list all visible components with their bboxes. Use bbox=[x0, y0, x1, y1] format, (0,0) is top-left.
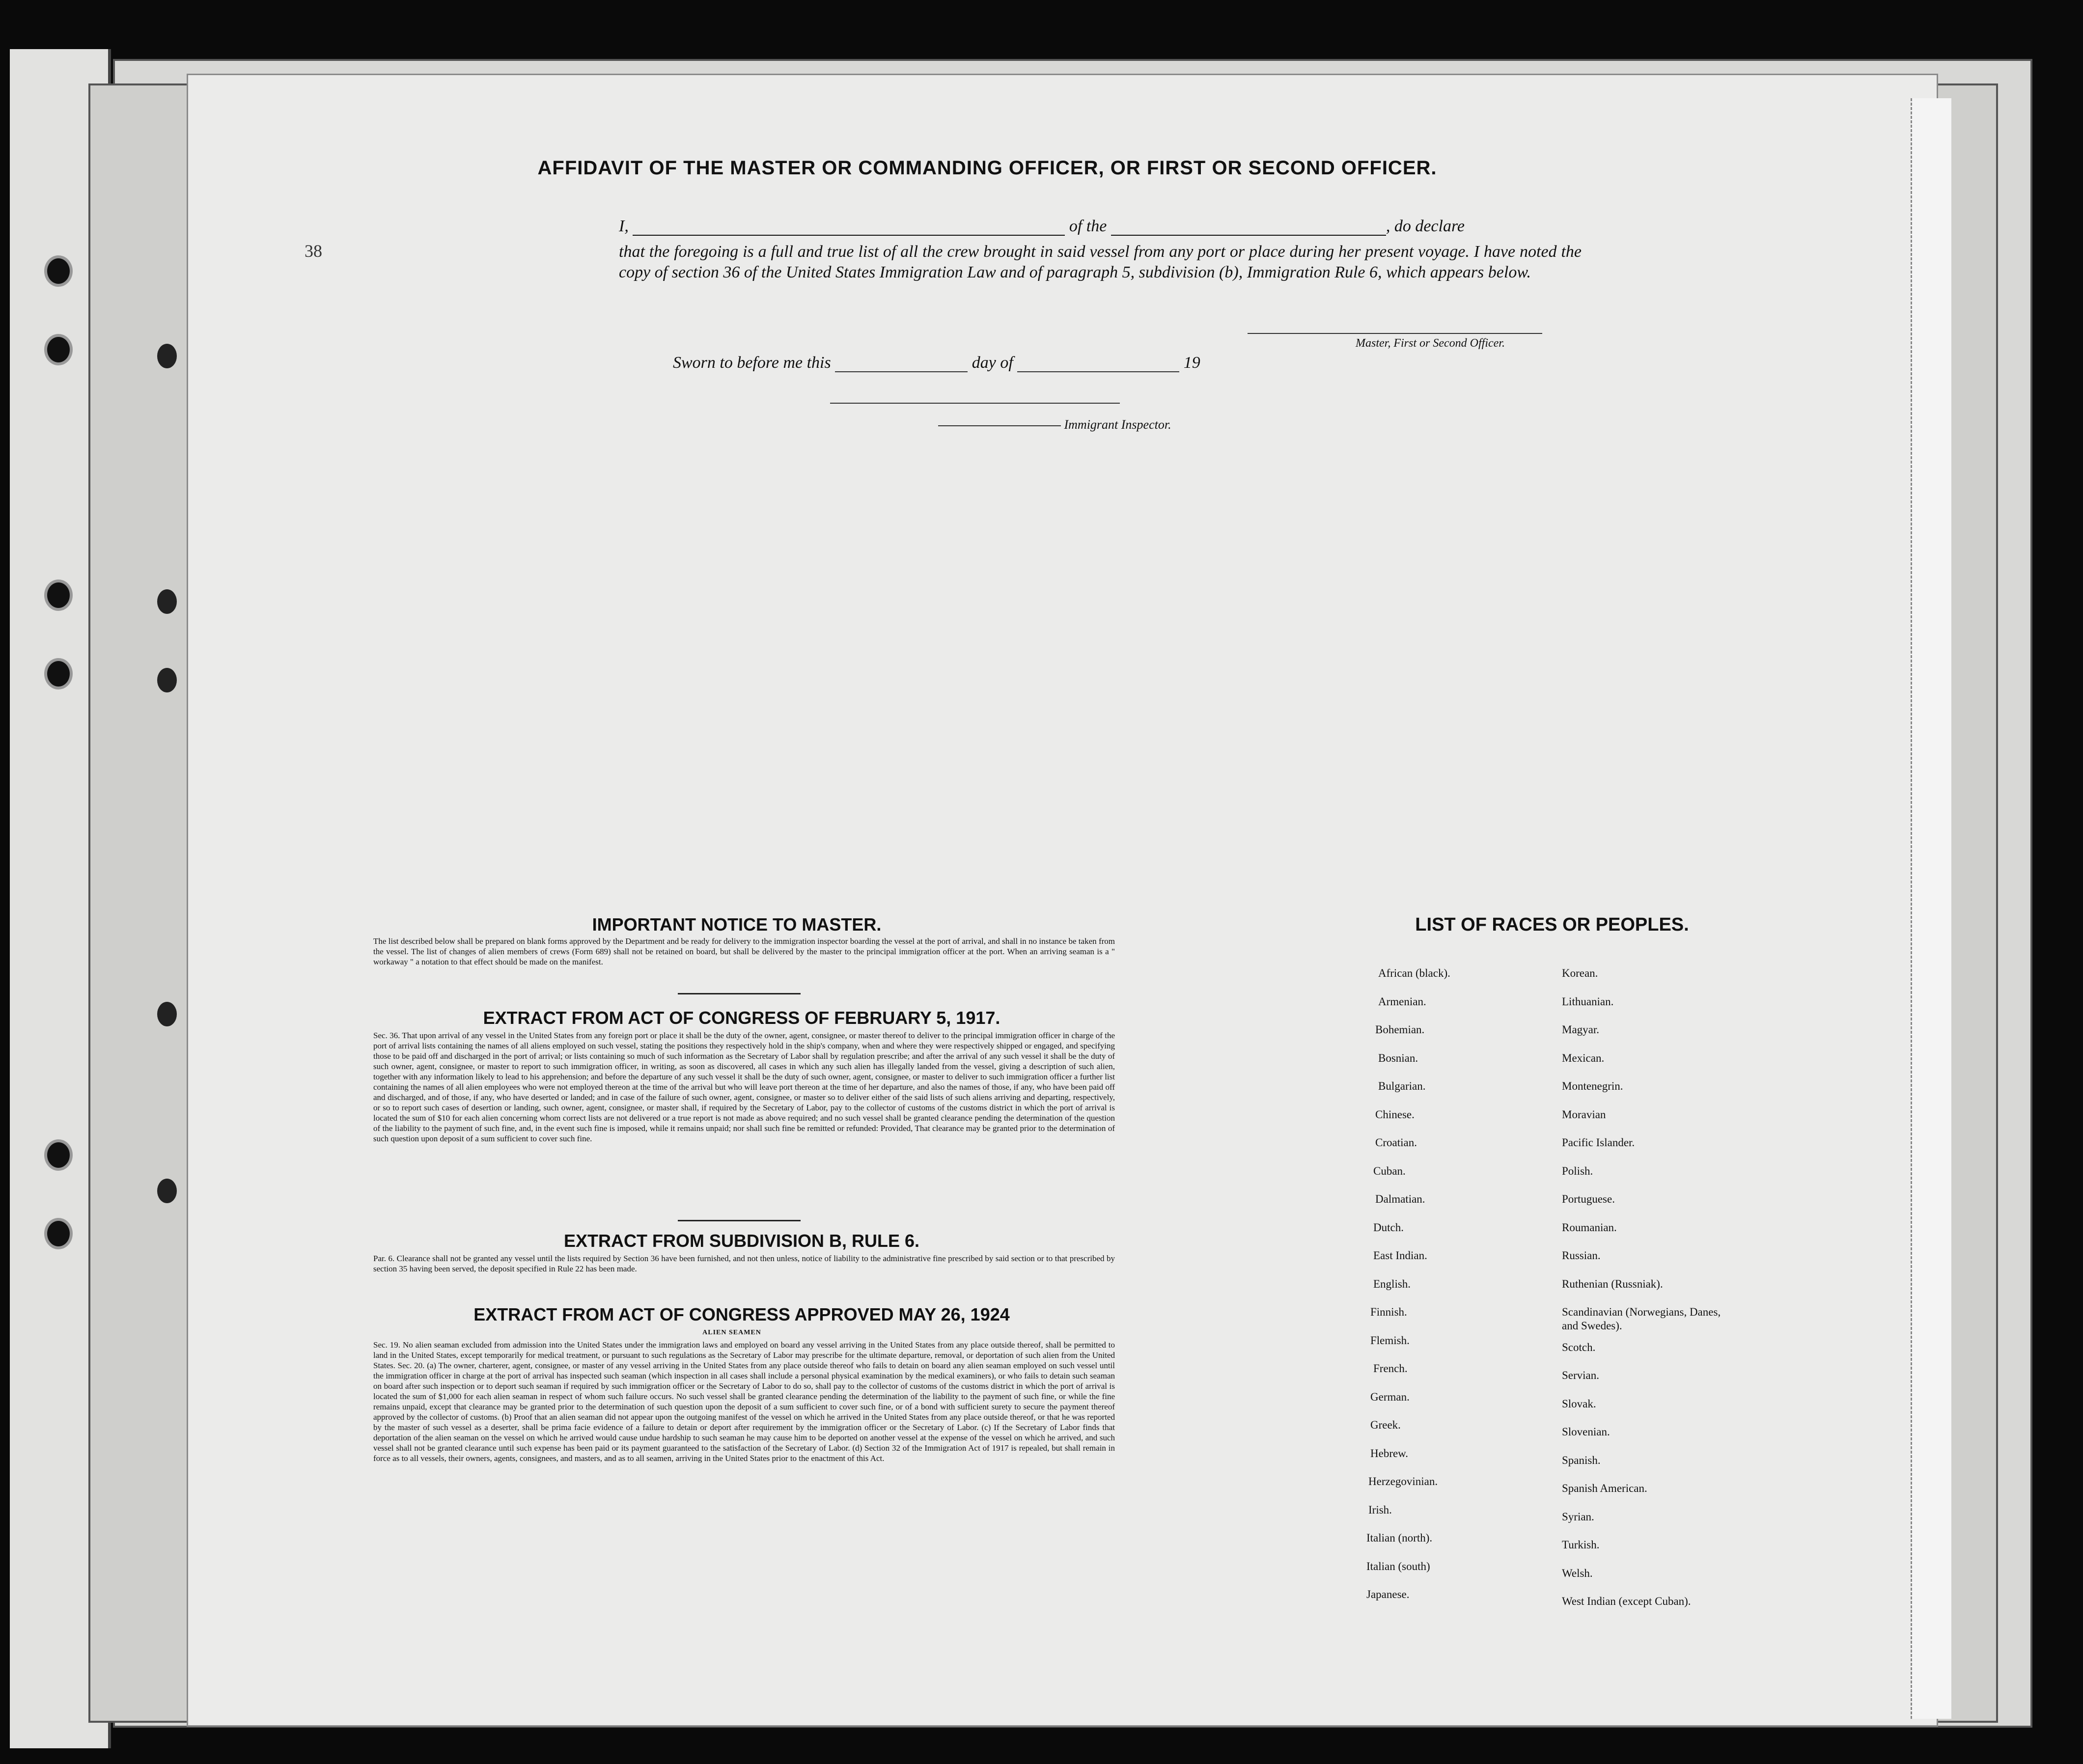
race-right-item: Servian. bbox=[1562, 1369, 1600, 1381]
extract-1924-title: EXTRACT FROM ACT OF CONGRESS APPROVED MAY 26, 1924 bbox=[473, 1304, 1010, 1324]
race-left-item: Croatian. bbox=[1375, 1136, 1417, 1149]
race-left-item: German. bbox=[1370, 1390, 1410, 1403]
race-left-item: Bohemian. bbox=[1375, 1023, 1425, 1036]
notice-text: The list described below shall be prepared on blank forms approved by the Department and be ready for delivery to the immigration inspector boarding the vessel at the port of arrival, and shall in no instance be taken from the vessel. The list of changes of alien members of crews (Form 689) shall not be retained on board, but shall be delivered by the master to the principal immigration officer at the port. When an arriving seaman is a " workaway " a notation to that effect should be made on the manifest. bbox=[373, 937, 1115, 966]
binding-hole bbox=[44, 579, 73, 611]
inspector-line bbox=[830, 403, 1120, 404]
race-left-item: Cuban. bbox=[1373, 1164, 1406, 1177]
race-right-item: Turkish. bbox=[1562, 1539, 1600, 1551]
extract-1924-text: Sec. 19. No alien seaman excluded from admission into the United States under the immigration laws and employed on board any vessel arriving in the United States from any place outside thereof, shall be permitted to land in the United States, except temporarily for medical treatment, or pursuant to such regulations as the Secretary of Labor may prescribe for the ultimate departure, removal, or deportation of such alien from the United States. Sec. 20. (a) The owner, charterer, agent, consignee, or master of any vessel arriving in the United States from any place outside thereof who fails to detain on board any alien seaman employed on such vessel until the immigration officer in charge at the port of arrival has inspected such seaman (which inspection in all cases shall include a personal physical examination by the medical examiners), or who fails to detain such seaman on board after such inspection or to deport such seaman if required by such immigration officer or the Secretary of Labor to do so, shall pay to the collector of customs of the customs district in which the port of arrival is located the sum of $1,000 for each alien seaman in respect of whom such failure occurs. No such vessel shall be granted clearance pending the determination of the liability to the payment of such fine, or while the fine remains unpaid, except that clearance may be granted prior to the determination of such question upon the deposit of a sum sufficient to cover such fine, or of a bond with sufficient surety to secure the payment thereof approved by the collector of customs. (b) Proof that an alien seaman did not appear upon the outgoing manifest of the vessel on which he arrived in the United States from any place outside thereof, or that he was reported by the master of such vessel as a deserter, shall be prima facie evidence of a failure to detain or deport after requirement by the immigration officer or the Secretary of Labor. (c) If the Secretary of Labor finds that deportation of the alien seaman on the vessel on which he arrived would cause undue hardship to such seaman he may cause him to be deported on another vessel at the expense of the vessel on which he arrived, and such vessel shall not be granted clearance until such expense has been paid or its payment guaranteed to the satisfaction of the Secretary of Labor. (d) Section 32 of the Immigration Act of 1917 is repealed, but shall remain in force as to all vessels, their owners, agents, consignees, and masters, and as to all seamen, arriving in the United States prior to the enactment of this Act. bbox=[373, 1340, 1115, 1463]
binding-hole bbox=[44, 658, 73, 689]
race-right-item: Magyar. bbox=[1562, 1023, 1600, 1036]
race-right-item: Scandinavian (Norwegians, Danes, and Swedes). bbox=[1562, 1306, 1721, 1332]
manifest-page bbox=[187, 74, 1938, 1727]
race-right-item: Pacific Islander. bbox=[1562, 1136, 1635, 1149]
race-right-item: Portuguese. bbox=[1562, 1193, 1615, 1205]
affidavit-title: AFFIDAVIT OF THE MASTER OR COMMANDING OFFICER, OR FIRST OR SECOND OFFICER. bbox=[537, 157, 1437, 179]
race-left-item: Dalmatian. bbox=[1375, 1193, 1425, 1205]
affidavit-declaration-line: I, of the , do declare bbox=[619, 217, 1465, 235]
sworn-line bbox=[673, 354, 1200, 372]
race-left-item: French. bbox=[1373, 1362, 1408, 1375]
race-right-item: West Indian (except Cuban). bbox=[1562, 1595, 1691, 1607]
race-left-item: African (black). bbox=[1378, 967, 1450, 979]
divider bbox=[678, 1220, 801, 1221]
binding-hole bbox=[44, 1139, 73, 1171]
inspector-blank bbox=[938, 425, 1061, 426]
vessel-blank bbox=[1111, 235, 1386, 236]
scan-mark bbox=[157, 344, 177, 368]
scan-mark bbox=[157, 1179, 177, 1203]
race-right-item: Slovak. bbox=[1562, 1397, 1596, 1410]
race-left-item: Flemish. bbox=[1370, 1334, 1410, 1347]
race-left-item: Bosnian. bbox=[1378, 1051, 1418, 1064]
race-right-item: Spanish American. bbox=[1562, 1482, 1647, 1494]
race-left-item: Finnish. bbox=[1370, 1306, 1407, 1318]
race-left-item: Armenian. bbox=[1378, 995, 1426, 1008]
binding-hole bbox=[44, 1218, 73, 1249]
sworn-month-blank bbox=[1017, 357, 1179, 372]
scan-mark bbox=[157, 1002, 177, 1026]
margin-note: 38 bbox=[305, 241, 322, 261]
race-right-item: Lithuanian. bbox=[1562, 995, 1614, 1008]
race-right-item: Mexican. bbox=[1562, 1051, 1605, 1064]
race-left-item: Dutch. bbox=[1373, 1221, 1404, 1234]
i-label: I, bbox=[619, 217, 629, 235]
binding-hole bbox=[44, 255, 73, 287]
sworn-year: 19 bbox=[1183, 354, 1200, 372]
scan-mark bbox=[157, 589, 177, 614]
race-right-item: Ruthenian (Russniak). bbox=[1562, 1277, 1663, 1290]
race-right-item: Roumanian. bbox=[1562, 1221, 1617, 1234]
name-blank bbox=[633, 235, 1065, 236]
race-right-item: Korean. bbox=[1562, 967, 1598, 979]
race-left-item: Chinese. bbox=[1375, 1108, 1415, 1121]
race-right-item: Slovenian. bbox=[1562, 1426, 1610, 1438]
rule6-title: EXTRACT FROM SUBDIVISION B, RULE 6. bbox=[563, 1231, 920, 1251]
scan-mark bbox=[157, 668, 177, 692]
notice-title: IMPORTANT NOTICE TO MASTER. bbox=[592, 914, 882, 935]
race-left-item: Irish. bbox=[1368, 1503, 1392, 1516]
do-declare-label: do declare bbox=[1394, 217, 1465, 235]
race-left-item: Japanese. bbox=[1366, 1588, 1410, 1600]
affidavit-body: that the foregoing is a full and true list of all the crew brought in said vessel from any port or place during her present voyage. I have noted the copy of section 36 of the United States Immigration Law and of paragraph 5, subdivision (b), Immigration Rule 6, which appears below. bbox=[619, 243, 1582, 281]
race-left-item: Italian (north). bbox=[1366, 1532, 1433, 1544]
race-right-item: Montenegrin. bbox=[1562, 1080, 1623, 1092]
rule6-text: Par. 6. Clearance shall not be granted any vessel until the lists required by Section 36 have been furnished, and not then unless, notice of liability to the administrative fine prescribed by said section or to that prescribed by section 35 having been served, the deposit specified in Rule 22 has been made. bbox=[373, 1254, 1115, 1273]
race-left-item: English. bbox=[1373, 1277, 1411, 1290]
races-title: LIST OF RACES OR PEOPLES. bbox=[1415, 914, 1689, 935]
divider bbox=[678, 993, 801, 994]
race-left-item: East Indian. bbox=[1373, 1249, 1427, 1262]
of-the-label: of the bbox=[1069, 217, 1107, 235]
sworn-day-blank bbox=[835, 357, 968, 372]
extract-1917-title: EXTRACT FROM ACT OF CONGRESS OF FEBRUARY 5, 1917. bbox=[483, 1008, 1000, 1028]
race-right-item: Russian. bbox=[1562, 1249, 1601, 1262]
race-left-item: Greek. bbox=[1370, 1419, 1401, 1431]
race-right-item: Polish. bbox=[1562, 1164, 1593, 1177]
extract-1917-text: Sec. 36. That upon arrival of any vessel in the United States from any foreign port or place it shall be the duty of the owner, agent, consignee, or master thereof to deliver to the principal immigration officer in charge of the port of arrival lists containing the names of all aliens employed on such vessel, stating the positions they respectively hold in the ship's company, when and where they were respectively shipped or engaged, and specifying those to be paid off and discharged in the port of arrival; or lists containing so much of such information as the Secretary of Labor shall by regulation prescribe; and after the arrival of any such vessel it shall be the duty of such owner, agent, consignee, or master to report to such immigration officer, in writing, as soon as discovered, all cases in which any such alien has illegally landed from the vessel, giving a description of such alien, together with any information likely to lead to his apprehension; and before the departure of any such vessel it shall be the duty of such owner, agent, consignee, or master to deliver to such immigration officer a further list containing the names of all alien employees who were not employed thereon at the time of the arrival but who will leave port thereon at the time of her departure, and also the names of those, if any, who have been paid off and discharged, and of those, if any, who have deserted or landed; and in case of the failure of such owner, agent, consignee, or master so to deliver either of the said lists of such aliens arriving and departing, respectively, or so to report such cases of desertion or landing, such owner, agent, consignee, or master shall, if required by the Secretary of Labor, pay to the collector of customs of the customs district in which the port of arrival is located the sum of $10 for each alien concerning whom correct lists are not delivered or a true report is not made as above required; and no such vessel shall be granted clearance pending the determination of the question of the liability to the payment of such fine, and, in the event such fine is imposed, while it remains unpaid; nor shall such fine be remitted or refunded: Provided, That clearance may be granted prior to the determination of such question upon deposit of a sum sufficient to cover such fine. bbox=[373, 1031, 1115, 1143]
inspector-caption-row bbox=[938, 417, 1171, 432]
signature-caption: Master, First or Second Officer. bbox=[1356, 337, 1505, 350]
race-left-item: Bulgarian. bbox=[1378, 1080, 1426, 1092]
signature-line bbox=[1248, 333, 1542, 334]
race-right-item: Syrian. bbox=[1562, 1510, 1594, 1523]
race-right-item: Welsh. bbox=[1562, 1567, 1593, 1579]
race-left-item: Italian (south) bbox=[1366, 1560, 1430, 1572]
alien-seamen-subtitle: ALIEN SEAMEN bbox=[702, 1329, 761, 1336]
race-left-item: Herzegovinian. bbox=[1368, 1475, 1438, 1488]
race-right-item: Spanish. bbox=[1562, 1454, 1601, 1466]
sworn-day-of: day of bbox=[972, 354, 1013, 372]
sworn-prefix: Sworn to before me this bbox=[673, 354, 831, 372]
torn-edge bbox=[1911, 98, 1951, 1719]
race-left-item: Hebrew. bbox=[1370, 1447, 1409, 1460]
race-right-item: Scotch. bbox=[1562, 1341, 1596, 1353]
inspector-caption: Immigrant Inspector. bbox=[1064, 417, 1171, 432]
race-right-item: Moravian bbox=[1562, 1108, 1606, 1121]
binding-hole bbox=[44, 334, 73, 365]
